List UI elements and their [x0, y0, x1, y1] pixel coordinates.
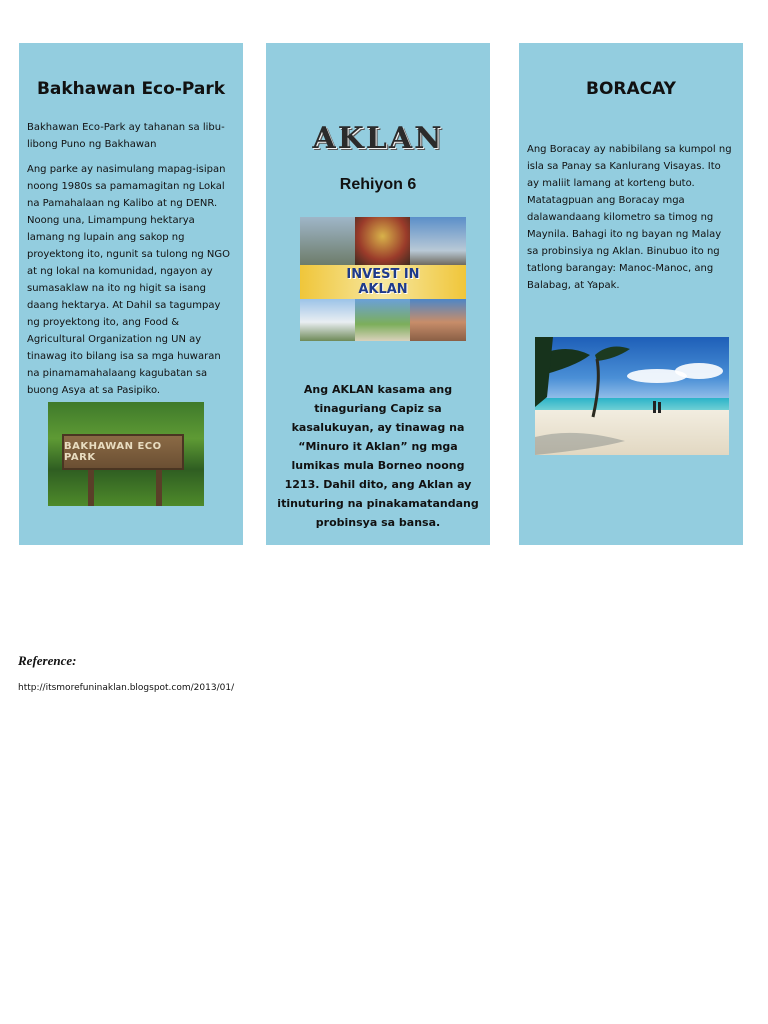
- person-figure: [658, 402, 661, 413]
- collage-tile: [300, 217, 355, 265]
- aklan-panel: [266, 43, 490, 545]
- bakhawan-title: Bakhawan Eco-Park: [36, 79, 226, 99]
- boracay-panel: [519, 43, 743, 545]
- bakhawan-eco-park-photo: [48, 402, 204, 506]
- collage-tile: [355, 299, 410, 341]
- collage-tile: [355, 217, 410, 265]
- aklan-description: Ang AKLAN kasama ang tinaguriang Capiz sa kasalukuyan, ay tinawag na “Minuro it Aklan” ng mga lumikas mula Borneo noong 1213. Dahil dito, ang Aklan ay itinuturing na pinakamatandang probinsya sa bansa.: [277, 383, 479, 529]
- boracay-body: Ang Boracay ay nabibilang sa kumpol ng isla sa Panay sa Kanlurang Visayas. Ito ay maliit lamang at korteng buto. Matatagpuan ang Boracay mga dalawandaang kilometro sa timog ng Maynila. Bahagi ito ng bayan ng Malay sa probinsiya ng Aklan. Binubuo ito ng tatlong barangay: Manoc-Manoc, ang Balabag, at Yapak.: [527, 144, 732, 291]
- invest-in-aklan-collage: [300, 217, 466, 341]
- region-label: Rehiyon 6: [339, 176, 417, 193]
- palm-tree-silhouette: [535, 337, 729, 455]
- boracay-beach-photo: [535, 337, 729, 455]
- collage-tile: [410, 217, 466, 265]
- invest-banner-text: INVEST IN AKLAN: [346, 267, 420, 297]
- bakhawan-intro: Bakhawan Eco-Park ay tahanan sa libu-libong Puno ng Bakhawan: [27, 122, 225, 150]
- collage-tile: [300, 299, 355, 341]
- boracay-title: BORACAY: [586, 79, 676, 99]
- person-figure: [653, 401, 656, 413]
- reference-url: http://itsmorefuninaklan.blogspot.com/2013/01/: [18, 683, 235, 693]
- bakhawan-body: Ang parke ay nasimulang mapag-isipan noong 1980s sa pamamagitan ng Lokal na Pamahalaan ng Kalibo at ng DENR. Noong una, Limampung hektarya lamang ng lupain ang sakop ng proyektong ito, ngunit sa tulong ng NGO at ng lokal na komunidad, ngayon ay sumasaklaw na ito ng higit sa isang daang hektarya. At Dahil sa tagumpay ng proyektong ito, ang Food & Agricultural Organization ng UN ay tinawag ito bilang isa sa mga huwaran na pinamamahalaang kagubatan sa buong Asya at sa Pasipiko.: [27, 164, 231, 396]
- aklan-title: AKLAN: [312, 121, 444, 156]
- collage-tile: [410, 299, 466, 341]
- eco-park-sign: BAKHAWAN ECO PARK: [62, 434, 184, 470]
- reference-label: Reference:: [18, 653, 77, 668]
- bakhawan-panel: [19, 43, 243, 545]
